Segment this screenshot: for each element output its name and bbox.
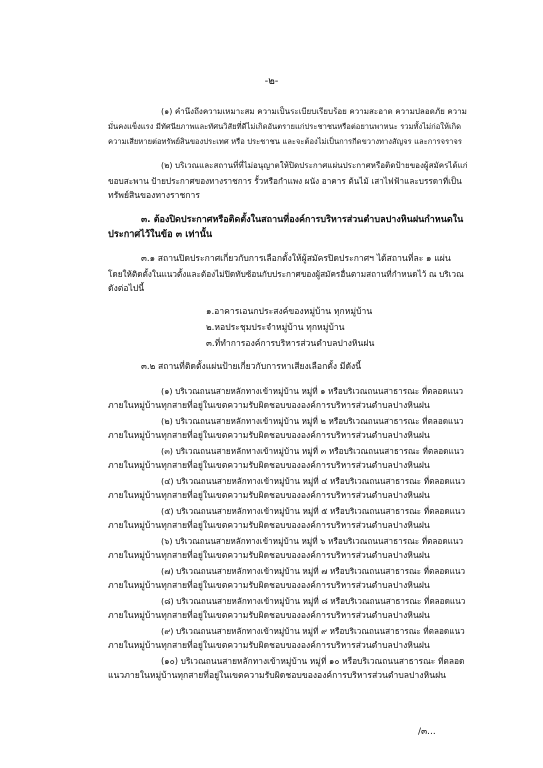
text-line: ภายในหมู่บ้านทุกสายที่อยู่ในเขตความรับผิดชอบขององค์การบริหารส่วนตำบลปางหินฝน [108,641,430,651]
text-line: ๒.หอประชุมประจำหมู่บ้าน ทุกหมู่บ้าน [206,323,345,333]
text-line: ภายในหมู่บ้านทุกสายที่อยู่ในเขตความรับผิดชอบขององค์การบริหารส่วนตำบลปางหินฝน [108,521,430,531]
continuation-marker: /๓... [418,727,436,737]
text-line: ๓.ที่ทำการองค์การบริหารส่วนตำบลปางหินฝน [206,339,375,349]
text-line: (๔) บริเวณถนนสายหลักทางเข้าหมู่บ้าน หมู่ที่ ๔ หรือบริเวณถนนสาธารณะ ที่ตลอดแนว [161,476,466,486]
text-line: ภายในหมู่บ้านทุกสายที่อยู่ในเขตความรับผิดชอบขององค์การบริหารส่วนตำบลปางหินฝน [108,461,430,471]
text-line: (๘) บริเวณถนนสายหลักทางเข้าหมู่บ้าน หมู่ที่ ๘ หรือบริเวณถนนสาธารณะ ที่ตลอดแนว [161,596,466,606]
text-line: (๕) บริเวณถนนสายหลักทางเข้าหมู่บ้าน หมู่ที่ ๕ หรือบริเวณถนนสาธารณะ ที่ตลอดแนว [161,506,466,516]
text-line: (๓) บริเวณถนนสายหลักทางเข้าหมู่บ้าน หมู่ที่ ๓ หรือบริเวณถนนสาธารณะ ที่ตลอดแนว [161,446,464,456]
text-line: ภายในหมู่บ้านทุกสายที่อยู่ในเขตความรับผิดชอบขององค์การบริหารส่วนตำบลปางหินฝน [108,431,430,441]
text-line: ภายในหมู่บ้านทุกสายที่อยู่ในเขตความรับผิดชอบขององค์การบริหารส่วนตำบลปางหินฝน [108,581,430,591]
text-line: (๒) บริเวณถนนสายหลักทางเข้าหมู่บ้าน หมู่ที่ ๒ หรือบริเวณถนนสาธารณะ ที่ตลอดแนว [161,416,464,426]
text-line: ทรัพย์สินของทางราชการ [108,191,200,201]
text-line: ภายในหมู่บ้านทุกสายที่อยู่ในเขตความรับผิดชอบขององค์การบริหารส่วนตำบลปางหินฝน [108,401,430,411]
text-line: (๖) บริเวณถนนสายหลักทางเข้าหมู่บ้าน หมู่ที่ ๖ หรือบริเวณถนนสาธารณะ ที่ตลอดแนว [161,536,464,546]
text-line: โดยให้ติดตั้งในแนวตั้งและต้องไม่ปิดทับซ้อนกับประกาศของผู้สมัครอื่นตามสถานที่กำหนดไว้ ณ บริเวณ [108,269,464,279]
text-line: (๙) บริเวณถนนสายหลักทางเข้าหมู่บ้าน หมู่ที่ ๙ หรือบริเวณถนนสาธารณะ ที่ตลอดแนว [161,626,465,636]
text-line: ๓.๒ สถานที่ติดตั้งแผ่นป้ายเกี่ยวกับการหาเสียงเลือกตั้ง มีดังนี้ [141,362,362,372]
text-line: ขอบสะพาน ป้ายประกาศของทางราชการ รั้วหรือกำแพง ผนัง อาคาร ต้นไม้ เสาไฟฟ้าและบรรดาที่เป็น [108,176,462,186]
text-line: ดังต่อไปนี้ [108,284,145,294]
text-line: (๑) คำนึงถึงความเหมาะสม ความเป็นระเบียบเรียบร้อย ความสะอาด ความปลอดภัย ความ [161,107,467,116]
text-line: ภายในหมู่บ้านทุกสายที่อยู่ในเขตความรับผิดชอบขององค์การบริหารส่วนตำบลปางหินฝน [108,491,430,501]
text-line: ภายในหมู่บ้านทุกสายที่อยู่ในเขตความรับผิดชอบขององค์การบริหารส่วนตำบลปางหินฝน [108,611,430,621]
text-line: (๑) บริเวณถนนสายหลักทางเข้าหมู่บ้าน หมู่ที่ ๑ หรือบริเวณถนนสาธารณะ ที่ตลอดแนว [161,386,464,396]
text-line: (๒) บริเวณและสถานที่ที่ไม่อนุญาตให้ปิดประกาศแผ่นประกาศหรือติดป้ายของผู้สมัครได้แก่ [161,161,468,170]
text-line: ๓. ต้องปิดประกาศหรือติดตั้งในสถานที่องค์การบริหารส่วนตำบลปางหินฝนกำหนดใน [141,215,464,225]
page-number: -๒- [264,76,279,87]
text-line: มั่นคงแข็งแรง มีทัศนียภาพและทัศนวิสัยที่ดีไม่เกิดอันตรายแก่ประชาชนหรือต่อยานพาหนะ รวมทั้งไม่ก่อให้เกิด [108,122,462,131]
text-line: ความเสียหายต่อทรัพย์สินของประเทศ หรือ ประชาชน และจะต้องไม่เป็นการกีดขวางทางสัญจร และการจราจร [108,137,462,146]
text-line: (๑๐) บริเวณถนนสายหลักทางเข้าหมู่บ้าน หมู่ที่ ๑๐ หรือบริเวณถนนสาธารณะ ที่ตลอด [161,656,465,666]
text-line: ๓.๑ สถานปิดประกาศเกี่ยวกับการเลือกตั้งให้ผู้สมัครปิดประกาศฯ ได้สถานที่ละ ๑ แผ่น [141,254,451,264]
text-line: ประกาศไว้ในข้อ ๓ เท่านั้น [108,229,213,240]
text-line: (๗) บริเวณถนนสายหลักทางเข้าหมู่บ้าน หมู่ที่ ๗ หรือบริเวณถนนสาธารณะ ที่ตลอดแนว [161,566,466,576]
text-line: แนวภายในหมู่บ้านทุกสายที่อยู่ในเขตความรับผิดชอบขององค์การบริหารส่วนตำบลปางหินฝน [108,671,446,681]
text-line: ภายในหมู่บ้านทุกสายที่อยู่ในเขตความรับผิดชอบขององค์การบริหารส่วนตำบลปางหินฝน [108,551,430,561]
text-line: ๑.อาคารเอนกประสงค์ของหมู่บ้าน ทุกหมู่บ้าน [206,307,373,317]
